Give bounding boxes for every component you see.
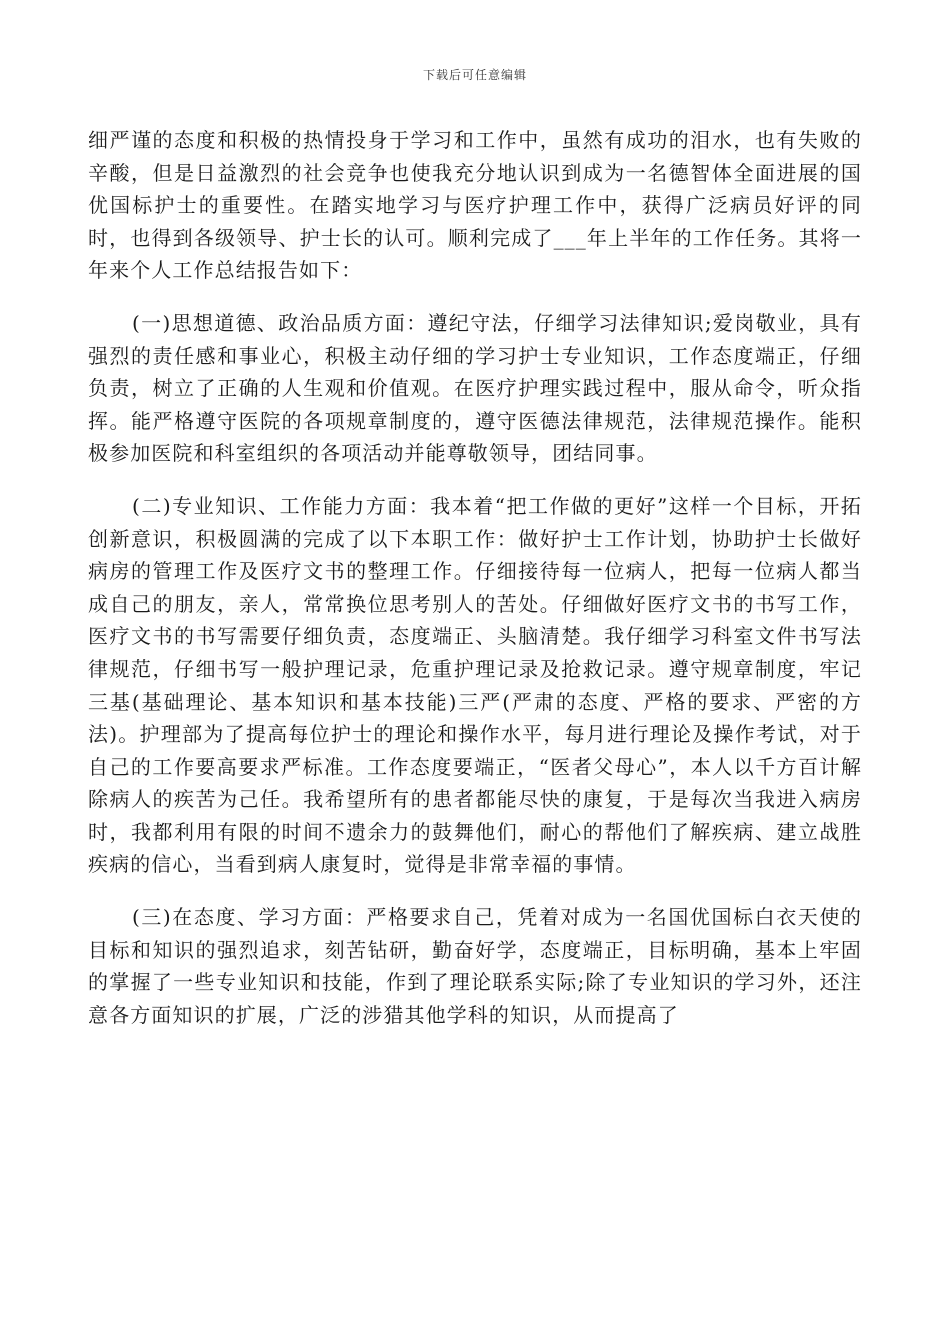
paragraph-intro: 细严谨的态度和积极的热情投身于学习和工作中，虽然有成功的泪水，也有失败的辛酸，但是日益激烈的社会竞争也使我充分地认识到成为一名德智体全面进展的国优国标护士的重要性。在踏实地学习与医疗护理工作中，获得广泛病员好评的同时，也得到各级领导、护士长的认可。顺利完成了___年上半年的工作任务。其将一年来个人工作总结报告如下： <box>88 128 862 283</box>
paragraph-attitude-learning: (三)在态度、学习方面：严格要求自己，凭着对成为一名国优国标白衣天使的目标和知识的强烈追求，刻苦钻研，勤奋好学，态度端正，目标明确，基本上牢固的掌握了一些专业知识和技能，作到了理论联系实际;除了专业知识的学习外，还注意各方面知识的扩展，广泛的涉猎其他学科的知识，从而提高了 <box>88 905 862 1027</box>
paragraph-moral-character: (一)思想道德、政治品质方面：遵纪守法，仔细学习法律知识;爱岗敬业，具有强烈的责任感和事业心，积极主动仔细的学习护士专业知识，工作态度端正，仔细负责，树立了正确的人生观和价值观。在医疗护理实践过程中，服从命令，听众指挥。能严格遵守医院的各项规章制度的，遵守医德法律规范，法律规范操作。能积极参加医院和科室组织的各项活动并能尊敬领导，团结同事。 <box>88 310 862 466</box>
page-header-note: 下载后可任意编辑 <box>422 68 527 82</box>
document-body <box>88 124 862 1031</box>
paragraph-professional-skills: (二)专业知识、工作能力方面：我本着“把工作做的更好”这样一个目标，开拓创新意识，积极圆满的完成了以下本职工作：做好护士工作计划，协助护士长做好病房的管理工作及医疗文书的整理工作。仔细接待每一位病人，把每一位病人都当成自己的朋友，亲人，常常换位思考别人的苦处。仔细做好医疗文书的书写工作，医疗文书的书写需要仔细负责，态度端正、头脑清楚。我仔细学习科室文件书写法律规范，仔细书写一般护理记录，危重护理记录及抢救记录。遵守规章制度，牢记三基(基础理论、基本知识和基本技能)三严(严肃的态度、严格的要求、严密的方法)。护理部为了提高每位护士的理论和操作水平，每月进行理论及操作考试，对于自己的工作要高要求严标准。工作态度要端正，“医者父母心”，本人以千方百计解除病人的疾苦为己任。我希望所有的患者都能尽快的康复，于是每次当我进入病房时，我都利用有限的时间不遗余力的鼓舞他们，耐心的帮他们了解疾病、建立战胜疾病的信心，当看到病人康复时，觉得是非常幸福的事情。 <box>88 493 862 877</box>
